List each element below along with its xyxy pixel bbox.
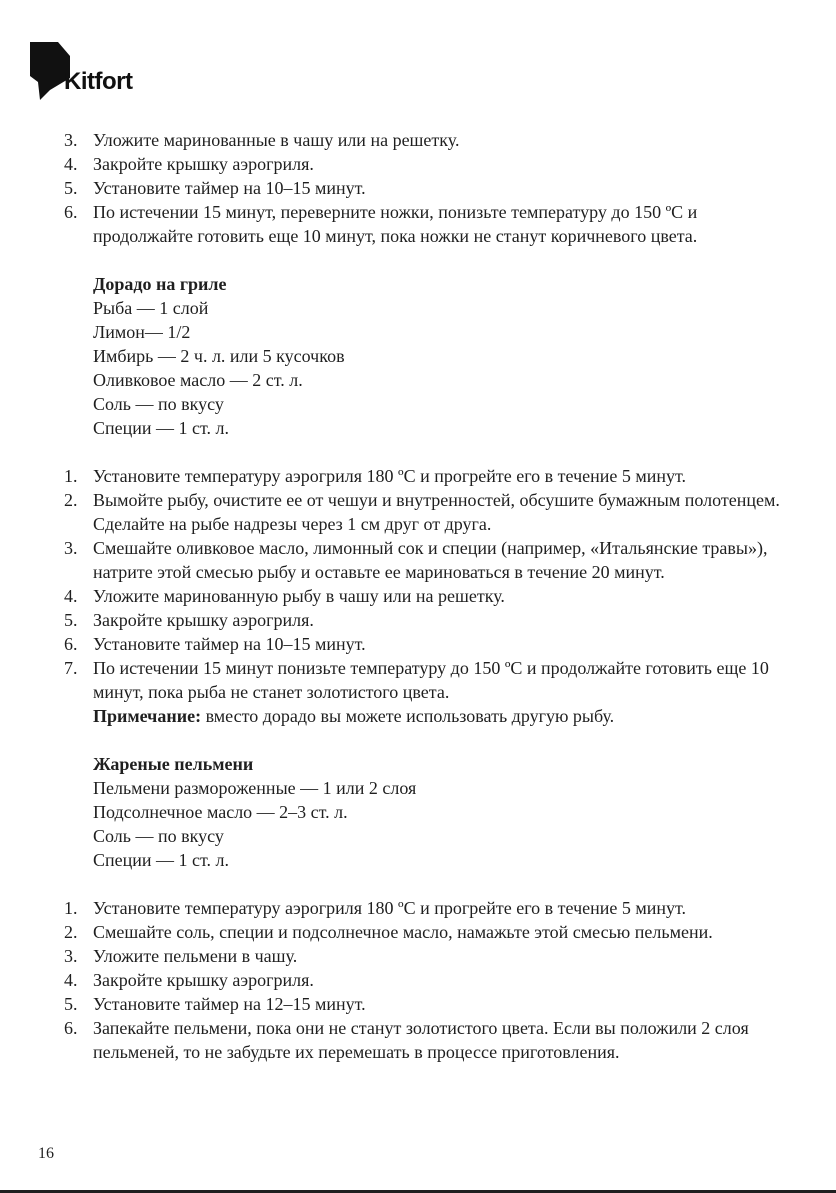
list-item	[56, 128, 796, 152]
step-number: 4.	[64, 586, 78, 606]
ingredient-line: Оливковое масло — 2 ст. л.	[93, 370, 303, 390]
ingredient-line: Специи — 1 ст. л.	[93, 850, 230, 870]
recipe-dorado-ingredients	[56, 272, 796, 440]
page-content	[56, 128, 796, 1064]
recipe-dorado-steps	[56, 464, 796, 704]
recipe-dumplings-steps	[56, 896, 796, 1064]
step-number: 6.	[64, 202, 78, 222]
step-number: 1.	[64, 466, 78, 486]
steps-list-continued	[56, 128, 796, 248]
step-text: Установите таймер на 10–15 минут.	[93, 634, 366, 654]
ingredient-line: Рыба — 1 слой	[93, 298, 209, 318]
step-number: 3.	[64, 130, 78, 150]
list-item	[56, 968, 796, 992]
list-item	[56, 176, 796, 200]
ingredient-line: Соль — по вкусу	[93, 826, 224, 846]
step-number: 1.	[64, 898, 78, 918]
step-number: 3.	[64, 538, 78, 558]
step-text: Запекайте пельмени, пока они не станут золотистого цвета. Если вы положили 2 слоя пельменей, то не забудьте их перемешать в процессе приготовления.	[93, 1018, 749, 1062]
step-text: Смешайте соль, специи и подсолнечное масло, намажьте этой смесью пельмени.	[93, 922, 713, 942]
step-number: 2.	[64, 490, 78, 510]
list-item	[56, 944, 796, 968]
page-number: 16	[38, 1145, 54, 1162]
ingredient-line: Имбирь — 2 ч. л. или 5 кусочков	[93, 346, 345, 366]
step-text: По истечении 15 минут, переверните ножки, понизьте температуру до 150 ºС и продолжайте готовить еще 10 минут, пока ножки не станут коричневого цвета.	[93, 202, 698, 246]
step-text: Установите температуру аэрогриля 180 ºС и прогрейте его в течение 5 минут.	[93, 466, 687, 486]
step-number: 3.	[64, 946, 78, 966]
ingredient-line: Лимон— 1/2	[93, 322, 191, 342]
list-item	[56, 200, 796, 248]
step-text: Установите таймер на 12–15 минут.	[93, 994, 366, 1014]
step-number: 4.	[64, 970, 78, 990]
list-item	[56, 152, 796, 176]
note-label: Примечание:	[93, 706, 202, 726]
step-number: 6.	[64, 1018, 78, 1038]
list-item	[56, 608, 796, 632]
list-item	[56, 920, 796, 944]
list-item	[56, 536, 796, 584]
step-number: 6.	[64, 634, 78, 654]
step-number: 5.	[64, 610, 78, 630]
list-item	[56, 632, 796, 656]
ingredient-line: Пельмени размороженные — 1 или 2 слоя	[93, 778, 417, 798]
step-text: Закройте крышку аэрогриля.	[93, 154, 314, 174]
kitfort-logo	[30, 38, 170, 100]
ingredient-line: Специи — 1 ст. л.	[93, 418, 230, 438]
step-text: Закройте крышку аэрогриля.	[93, 610, 314, 630]
step-text: Уложите пельмени в чашу.	[93, 946, 298, 966]
step-text: По истечении 15 минут понизьте температуру до 150 ºС и продолжайте готовить еще 10 минут, пока рыба не станет золотистого цвета.	[93, 658, 769, 702]
spacer	[56, 440, 796, 464]
list-item	[56, 488, 796, 536]
step-text: Установите температуру аэрогриля 180 ºС и прогрейте его в течение 5 минут.	[93, 898, 687, 918]
list-item	[56, 584, 796, 608]
step-text: Закройте крышку аэрогриля.	[93, 970, 314, 990]
list-item	[56, 992, 796, 1016]
ingredient-line: Соль — по вкусу	[93, 394, 224, 414]
recipe-note	[56, 704, 796, 728]
step-text: Уложите маринованную рыбу в чашу или на решетку.	[93, 586, 505, 606]
recipe-dumplings-ingredients	[56, 752, 796, 872]
step-text: Вымойте рыбу, очистите ее от чешуи и внутренностей, обсушите бумажным полотенцем. Сделайте на рыбе надрезы через 1 см друг от друга.	[93, 490, 780, 534]
step-text: Уложите маринованные в чашу или на решетку.	[93, 130, 460, 150]
step-number: 4.	[64, 154, 78, 174]
list-item	[56, 656, 796, 704]
list-item	[56, 464, 796, 488]
note-text: вместо дорадо вы можете использовать другую рыбу.	[201, 706, 615, 726]
step-number: 5.	[64, 178, 78, 198]
recipe-title: Дорадо на гриле	[93, 274, 227, 294]
step-text: Установите таймер на 10–15 минут.	[93, 178, 366, 198]
ingredient-line: Подсолнечное масло — 2–3 ст. л.	[93, 802, 348, 822]
list-item	[56, 1016, 796, 1064]
list-item	[56, 896, 796, 920]
spacer	[56, 248, 796, 272]
step-number: 5.	[64, 994, 78, 1014]
step-number: 7.	[64, 658, 78, 678]
recipe-title: Жареные пельмени	[93, 754, 254, 774]
spacer	[56, 872, 796, 896]
step-number: 2.	[64, 922, 78, 942]
step-text: Смешайте оливковое масло, лимонный сок и специи (например, «Итальянские травы»), натрите этой смесью рыбу и оставьте ее мариноваться в течение 20 минут.	[93, 538, 768, 582]
spacer	[56, 728, 796, 752]
brand-name: Kitfort	[64, 68, 133, 95]
